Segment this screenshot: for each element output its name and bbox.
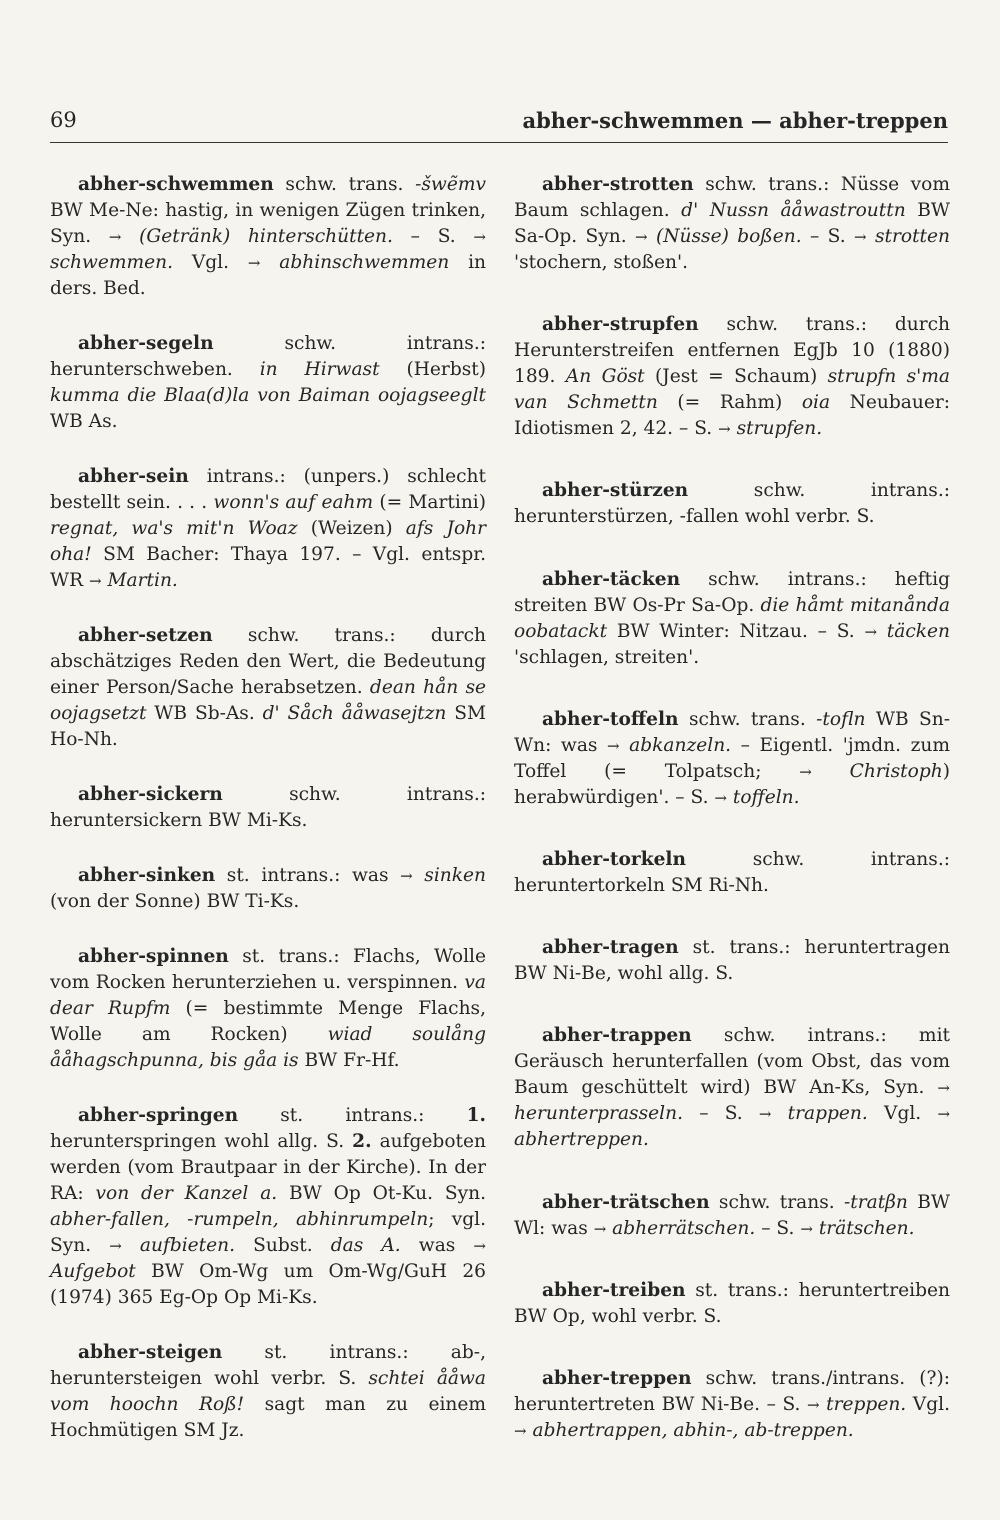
entry-text: sagt man zu einem Hochmütigen SM Jz.	[50, 1394, 487, 1441]
cross-reference-arrow: →	[89, 572, 102, 590]
entry-abher-setzen	[50, 623, 486, 753]
entry-text: -tratβn	[843, 1191, 908, 1213]
entry-text: aufgeboten werden (vom Brautpaar in der Kirche). In der RA:	[50, 1131, 486, 1204]
entry-text: abher-fallen, -rumpeln, abhinrumpeln	[50, 1209, 429, 1230]
entry-headword: abher-strupfen	[542, 314, 699, 336]
entry-text: st. intrans.:	[238, 1105, 467, 1126]
entry-text: oia	[801, 392, 831, 414]
entry-text: (Getränk) hinterschütten.	[121, 226, 393, 247]
entry-text: st. trans.: Flachs, Wolle vom Rocken herunterziehen u. verspinnen.	[50, 946, 486, 993]
entry-text: (Jest = Schaum)	[644, 366, 828, 388]
entry-headword: abher-tragen	[542, 937, 679, 959]
cross-reference-arrow: →	[247, 254, 261, 272]
entry-text: -tofln	[816, 708, 866, 730]
entry-text: st. trans.: heruntertreiben BW Op, wohl verbr. S.	[514, 1279, 950, 1327]
entry-text: (= Martini)	[373, 492, 486, 513]
cross-reference-arrow: →	[109, 1237, 122, 1255]
entry-text: schw. intrans.: mit Geräusch herunterfallen (vom Obst, das vom Baum geschüttelt wird) BW An-Ks, Syn.	[514, 1025, 950, 1099]
entry-text: (Weizen)	[297, 518, 406, 539]
entry-text: abkanzeln.	[619, 734, 732, 756]
entry-text: Neubauer: Idiotismen 2, 42. – S.	[514, 392, 951, 440]
entry-text: schwemmen.	[50, 252, 174, 273]
entry-text: st. intrans.: ab-, heruntersteigen wohl verbr. S.	[50, 1342, 486, 1389]
entry-headword: abher-segeln	[78, 333, 214, 354]
cross-reference-arrow: →	[718, 420, 731, 439]
entry-text: schw. intrans.: heruntersickern BW Mi-Ks.	[50, 784, 486, 831]
entry-headword: abher-stürzen	[542, 480, 689, 502]
entry-text: Subst.	[235, 1235, 331, 1256]
cross-reference-arrow: →	[400, 867, 413, 885]
entry-text: 2.	[352, 1131, 372, 1152]
cross-reference-arrow: →	[108, 228, 122, 246]
running-head: abher-schwemmen — abher-treppen	[522, 108, 948, 133]
cross-reference-arrow: →	[800, 1219, 813, 1238]
entry-text: BW Wl: was	[514, 1191, 950, 1239]
entry-text: abhertrappen, abhin-, ab-treppen.	[526, 1419, 854, 1441]
entry-text: aufbieten.	[121, 1235, 236, 1256]
entry-headword: abher-sein	[78, 466, 189, 487]
entry-text: schw. trans.	[273, 174, 416, 195]
entry-abher-springen	[50, 1103, 486, 1311]
entry-abher-treiben	[514, 1278, 950, 1330]
entry-text: schw. trans.	[678, 708, 817, 730]
entry-text: ; vgl. Syn.	[50, 1209, 486, 1256]
entry-text: An Göst	[565, 366, 645, 388]
entry-text: täcken	[877, 620, 950, 642]
entry-text: Vgl.	[173, 252, 248, 273]
entry-text: schw. intrans.: herunterstürzen, -fallen wohl verbr. S.	[514, 480, 950, 528]
entry-text: von der Kanzel a.	[95, 1183, 278, 1204]
entry-abher-trätschen	[514, 1190, 950, 1242]
entry-text: BW Winter: Nitzau. – S.	[607, 620, 865, 642]
cross-reference-arrow: →	[807, 1395, 820, 1414]
entry-text: die håmt mitanånda oobatackt	[514, 594, 950, 642]
page-header	[50, 106, 948, 143]
entry-text: wiad soulång ååhagschpunna, bis gåa is	[50, 1024, 487, 1071]
entry-text: (= Rahm)	[657, 392, 802, 414]
entry-text: treppen.	[819, 1393, 907, 1415]
entry-text: d' Nussn ååwastrouttn	[681, 200, 906, 221]
entry-text: ) herabwürdigen'. – S.	[514, 760, 950, 808]
cross-reference-arrow: →	[758, 1105, 772, 1124]
entry-abher-toffeln	[514, 707, 950, 811]
entry-abher-strupfen	[514, 312, 950, 442]
entry-text: BW Om-Wg um Om-Wg/GuH 26 (1974) 365 Eg-Op Op Mi-Ks.	[50, 1261, 486, 1308]
entry-text: WB Sb-As.	[146, 703, 263, 724]
entry-text: sinken	[412, 865, 486, 886]
entry-text: schw. trans./intrans. (?): heruntertreten BW Ni-Be. – S.	[514, 1367, 950, 1415]
entry-abher-tragen	[514, 935, 950, 987]
entry-text: st. intrans.: was	[215, 865, 401, 886]
entry-text: intrans.: (unpers.) schlecht bestellt sein. . . .	[50, 466, 486, 513]
cross-reference-arrow: →	[607, 736, 620, 755]
cross-reference-arrow: →	[514, 1421, 527, 1440]
entry-headword: abher-steigen	[78, 1342, 223, 1363]
entry-abher-stürzen	[514, 478, 950, 530]
entry-text: 'schlagen, streiten'.	[514, 646, 700, 668]
entry-abher-täcken	[514, 567, 950, 671]
cross-reference-arrow: →	[714, 788, 727, 807]
cross-reference-arrow: →	[593, 1219, 607, 1238]
entry-text: BW Sa-Op. Syn.	[514, 200, 951, 247]
cross-reference-arrow: →	[473, 228, 486, 246]
cross-reference-arrow: →	[854, 228, 867, 246]
entry-text: Vgl.	[906, 1393, 950, 1415]
entry-headword: abher-schwemmen	[78, 174, 274, 195]
entry-text: in Hirwast	[259, 359, 380, 380]
entry-text: schw. trans.: durch abschätziges Reden den Wert, die Bedeutung einer Person/Sache herabsetzen.	[50, 625, 486, 698]
entry-headword: abher-springen	[78, 1105, 239, 1126]
entry-text: schw. intrans.: herunterschweben.	[50, 333, 486, 380]
entry-abher-sickern	[50, 782, 486, 834]
entry-text: abhinschwemmen	[260, 252, 450, 273]
entry-text: in ders. Bed.	[50, 252, 486, 299]
entry-text: kumma die Blaa(d)la von Baiman oojagseeglt	[50, 385, 486, 406]
entry-abher-steigen	[50, 1340, 486, 1444]
entry-headword: abher-treppen	[542, 1367, 692, 1389]
entry-text: trätschen.	[812, 1217, 915, 1239]
entry-abher-spinnen	[50, 944, 486, 1074]
entry-text: toffeln.	[726, 786, 800, 808]
entry-text: BW Fr-Hf.	[298, 1050, 400, 1071]
entry-headword: abher-torkeln	[542, 848, 686, 870]
entry-headword: abher-sickern	[78, 784, 223, 805]
entry-text: afs Johr oha!	[50, 518, 486, 565]
entry-headword: abher-spinnen	[78, 946, 229, 967]
entry-text: schtei ååwa vom hoochn Roß!	[50, 1368, 486, 1415]
entry-headword: abher-trätschen	[542, 1191, 710, 1213]
entry-text: strupfn s'ma van Schmettn	[514, 366, 951, 414]
entry-headword: abher-trappen	[542, 1025, 692, 1047]
entry-text: schw. trans.: durch Herunterstreifen entfernen EgJb 10 (1880) 189.	[514, 314, 950, 388]
entry-text: was	[400, 1235, 474, 1256]
entry-text: va dear Rupfm	[50, 972, 486, 1019]
entry-text: strupfen.	[730, 418, 823, 440]
entry-text: trappen.	[771, 1103, 868, 1125]
entry-text: regnat, wa's mit'n Woaz	[50, 518, 298, 539]
entry-text: – S.	[682, 1103, 759, 1125]
right-column	[514, 172, 950, 1444]
entry-text: abherrätschen.	[606, 1217, 756, 1239]
entry-text: BW Op Ot-Ku. Syn.	[277, 1183, 486, 1204]
entry-abher-sein	[50, 464, 486, 594]
entry-text: 1.	[466, 1105, 486, 1126]
entry-text: WB Sn-Wn: was	[514, 708, 950, 756]
entry-abher-torkeln	[514, 847, 950, 899]
entry-abher-trappen	[514, 1023, 950, 1153]
entry-headword: abher-strotten	[542, 174, 694, 195]
entry-text: BW Me-Ne: hastig, in wenigen Zügen trinken, Syn.	[50, 200, 486, 247]
entry-text: (von der Sonne) BW Ti-Ks.	[50, 891, 300, 912]
cross-reference-arrow: →	[937, 1105, 951, 1124]
entry-text: st. trans.: heruntertragen BW Ni-Be, wohl allg. S.	[514, 937, 950, 985]
entry-headword: abher-treiben	[542, 1279, 686, 1301]
entry-text: – S.	[392, 226, 474, 247]
entry-text: SM Bacher: Thaya 197. – Vgl. entspr. WR	[50, 544, 486, 591]
entry-abher-segeln	[50, 331, 486, 435]
entry-text: Christoph	[811, 760, 943, 782]
entry-text: abhertreppen.	[514, 1129, 649, 1151]
entry-headword: abher-täcken	[542, 568, 681, 590]
entry-text: Vgl.	[867, 1103, 938, 1125]
entry-text: – S.	[755, 1217, 801, 1239]
entry-text: das A.	[330, 1235, 401, 1256]
entry-headword: abher-sinken	[78, 865, 216, 886]
cross-reference-arrow: →	[473, 1237, 486, 1255]
entry-text: – Eigentl. 'jmdn. zum Toffel (= Tolpatsch;	[514, 734, 950, 782]
cross-reference-arrow: →	[635, 228, 648, 246]
cross-reference-arrow: →	[799, 762, 812, 781]
entry-text: schw. intrans.: heftig streiten BW Os-Pr Sa-Op.	[514, 568, 950, 616]
entry-text: herunterprasseln.	[514, 1103, 683, 1125]
cross-reference-arrow: →	[864, 622, 878, 641]
entry-headword: abher-setzen	[78, 625, 213, 646]
entry-abher-treppen	[514, 1366, 950, 1444]
entry-text: WB As.	[50, 411, 118, 432]
entry-text: wonn's auf eahm	[213, 492, 374, 513]
entry-text: schw. trans.	[709, 1191, 844, 1213]
entry-text: 'stochern, stoßen'.	[514, 252, 689, 273]
entry-text: (Nüsse) boßen.	[647, 226, 802, 247]
entry-text: -šwẽmv	[415, 174, 486, 195]
entry-text: (= bestimmte Menge Flachs, Wolle am Rocken)	[50, 998, 486, 1045]
entry-text: dean hån se oojagsetzt	[50, 677, 486, 724]
entry-text: schw. trans.: Nüsse vom Baum schlagen.	[514, 174, 950, 221]
entry-abher-strotten	[514, 172, 950, 276]
entry-text: (Herbst)	[379, 359, 486, 380]
entry-text: d' Såch ååwasejtzn	[262, 703, 447, 724]
entry-text: herunterspringen wohl allg. S.	[50, 1131, 353, 1152]
entry-headword: abher-toffeln	[542, 708, 679, 730]
entry-text: Martin.	[101, 570, 178, 591]
entry-abher-sinken	[50, 863, 486, 915]
cross-reference-arrow: →	[937, 1079, 950, 1098]
entry-text: schw. intrans.: heruntertorkeln SM Ri-Nh.	[514, 848, 950, 896]
left-column	[50, 172, 486, 1444]
entry-text: SM Ho-Nh.	[50, 703, 486, 750]
entry-text: strotten	[866, 226, 951, 247]
entry-text: – S.	[801, 226, 855, 247]
entry-abher-schwemmen	[50, 172, 486, 302]
entry-text: Aufgebot	[50, 1261, 136, 1282]
page-number: 69	[50, 108, 77, 132]
